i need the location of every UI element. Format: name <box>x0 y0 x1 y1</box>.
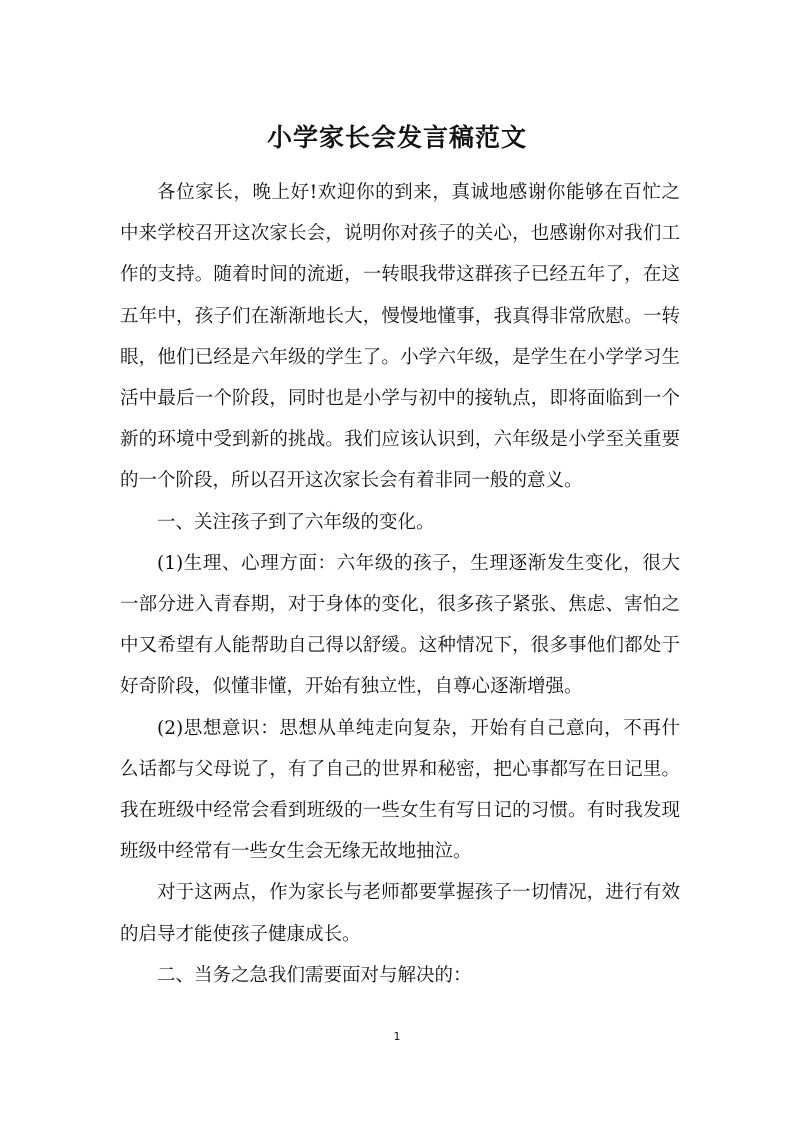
paragraph-greeting: 各位家长，晚上好!欢迎你的到来，真诚地感谢你能够在百忙之中来学校召开这次家长会，说明你对孩子的关心，也感谢你对我们工作的支持。随着时间的流逝，一转眼我带这群孩子已经五年了，在这五年中，孩子们在渐渐地长大，慢慢地懂事，我真得非常欣慰。一转眼，他们已经是六年级的学生了。小学六年级，是学生在小学学习生活中最后一个阶段，同时也是小学与初中的接轨点，即将面临到一个新的环境中受到新的挑战。我们应该认识到，六年级是小学至关重要的一个阶段，所以召开这次家长会有着非同一般的意义。 <box>120 182 680 492</box>
paragraph-section-1-heading: 一、关注孩子到了六年级的变化。 <box>157 511 435 533</box>
paragraph-physiology: (1)生理、心理方面：六年级的孩子，生理逐渐发生变化，很大一部分进入青春期，对于身体的变化，很多孩子紧张、焦虑、害怕之中又希望有人能帮助自己得以舒缓。这种情况下，很多事他们都处于好奇阶段，似懂非懂，开始有独立性，自尊心逐渐增强。 <box>120 552 680 698</box>
document-body <box>120 172 680 996</box>
document-title: 小学家长会发言稿范文 <box>266 123 527 152</box>
paragraph-section-2-heading: 二、当务之急我们需要面对与解决的： <box>157 964 472 986</box>
page-number: 1 <box>393 1030 401 1043</box>
paragraph-conclusion: 对于这两点，作为家长与老师都要掌握孩子一切情况，进行有效的启导才能使孩子健康成长。 <box>120 882 680 945</box>
paragraph-thinking: (2)思想意识：思想从单纯走向复杂，开始有自己意向，不再什么话都与父母说了，有了自己的世界和秘密，把心事都写在日记里。我在班级中经常会看到班级的一些女生有写日记的习惯。有时我发现班级中经常有一些女生会无缘无故地抽泣。 <box>120 717 680 863</box>
